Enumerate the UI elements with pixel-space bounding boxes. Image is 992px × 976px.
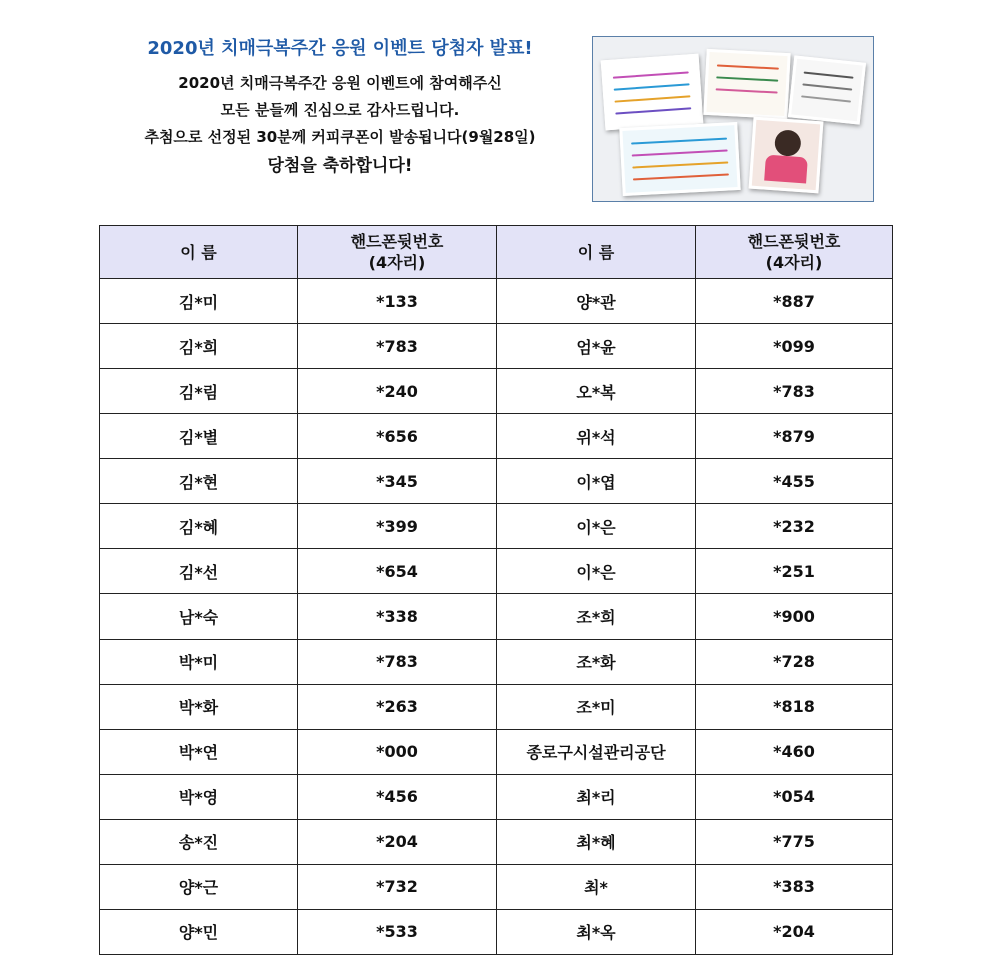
header-phone-2-line1: 핸드폰뒷번호 (747, 232, 841, 251)
phone-digits-cell: *345 (298, 459, 497, 504)
photo-card-2 (703, 49, 790, 119)
winner-name-cell: 양*관 (497, 279, 696, 324)
winner-name-cell: 최*옥 (497, 909, 696, 954)
table-header-row (100, 226, 893, 279)
phone-digits-cell: *240 (298, 369, 497, 414)
phone-digits-cell: *099 (696, 324, 893, 369)
winner-name-cell: 김*현 (100, 459, 298, 504)
table-row (100, 279, 893, 324)
header-phone-2 (696, 226, 893, 279)
winner-name-cell: 송*진 (100, 819, 298, 864)
table-row (100, 594, 893, 639)
phone-digits-cell: *533 (298, 909, 497, 954)
header-name-2: 이 름 (497, 226, 696, 279)
phone-digits-cell: *456 (298, 774, 497, 819)
phone-digits-cell: *054 (696, 774, 893, 819)
phone-digits-cell: *204 (696, 909, 893, 954)
winner-name-cell: 김*림 (100, 369, 298, 414)
table-row (100, 909, 893, 954)
announcement-line-1: 2020년 치매극복주간 응원 이벤트에 참여해주신 (178, 74, 502, 92)
table-row (100, 639, 893, 684)
winner-name-cell: 박*미 (100, 639, 298, 684)
winner-name-cell: 최* (497, 864, 696, 909)
phone-digits-cell: *000 (298, 729, 497, 774)
phone-digits-cell: *263 (298, 684, 497, 729)
winner-name-cell: 조*미 (497, 684, 696, 729)
table-row (100, 684, 893, 729)
phone-digits-cell: *775 (696, 819, 893, 864)
winner-name-cell: 최*혜 (497, 819, 696, 864)
phone-digits-cell: *133 (298, 279, 497, 324)
winner-name-cell: 위*석 (497, 414, 696, 459)
header-phone-2-line2: (4자리) (765, 253, 823, 272)
table-row (100, 414, 893, 459)
phone-digits-cell: *338 (298, 594, 497, 639)
table-row (100, 369, 893, 414)
announcement-title: 2020년 치매극복주간 응원 이벤트 당첨자 발표! (147, 38, 533, 59)
phone-digits-cell: *383 (696, 864, 893, 909)
header-phone-1-line2: (4자리) (368, 253, 426, 272)
winner-name-cell: 양*민 (100, 909, 298, 954)
winner-name-cell: 종로구시설관리공단 (497, 729, 696, 774)
table-row (100, 504, 893, 549)
winner-name-cell: 이*은 (497, 504, 696, 549)
phone-digits-cell: *732 (298, 864, 497, 909)
phone-digits-cell: *879 (696, 414, 893, 459)
photo-card-1 (601, 54, 704, 131)
winner-name-cell: 남*숙 (100, 594, 298, 639)
header-phone-1-line1: 핸드폰뒷번호 (350, 232, 444, 251)
phone-digits-cell: *654 (298, 549, 497, 594)
announcement-line-3: 추첨으로 선정된 30분께 커피쿠폰이 발송됩니다(9월28일) (144, 128, 536, 146)
winner-name-cell: 이*엽 (497, 459, 696, 504)
phone-digits-cell: *460 (696, 729, 893, 774)
phone-digits-cell: *455 (696, 459, 893, 504)
phone-digits-cell: *728 (696, 639, 893, 684)
phone-digits-cell: *900 (696, 594, 893, 639)
phone-digits-cell: *783 (696, 369, 893, 414)
header-name-1: 이 름 (100, 226, 298, 279)
winner-name-cell: 양*근 (100, 864, 298, 909)
phone-digits-cell: *818 (696, 684, 893, 729)
winner-name-cell: 김*혜 (100, 504, 298, 549)
winner-name-cell: 김*희 (100, 324, 298, 369)
announcement-line-4: 당첨을 축하합니다! (267, 156, 413, 176)
table-row (100, 459, 893, 504)
winners-table (99, 225, 893, 955)
winner-name-cell: 조*희 (497, 594, 696, 639)
phone-digits-cell: *656 (298, 414, 497, 459)
phone-digits-cell: *887 (696, 279, 893, 324)
winner-name-cell: 최*리 (497, 774, 696, 819)
winners-table-body (100, 279, 893, 955)
winner-name-cell: 박*연 (100, 729, 298, 774)
photo-card-3 (788, 55, 866, 124)
phone-digits-cell: *204 (298, 819, 497, 864)
table-row (100, 324, 893, 369)
phone-digits-cell: *783 (298, 324, 497, 369)
phone-digits-cell: *251 (696, 549, 893, 594)
winner-name-cell: 이*은 (497, 549, 696, 594)
phone-digits-cell: *783 (298, 639, 497, 684)
announcement-line-2: 모든 분들께 진심으로 감사드립니다. (220, 101, 460, 119)
winner-name-cell: 김*별 (100, 414, 298, 459)
phone-digits-cell: *232 (696, 504, 893, 549)
photo-card-4 (619, 122, 740, 196)
winner-name-cell: 박*화 (100, 684, 298, 729)
header-phone-1 (298, 226, 497, 279)
winner-name-cell: 조*화 (497, 639, 696, 684)
winner-name-cell: 김*선 (100, 549, 298, 594)
winner-name-cell: 김*미 (100, 279, 298, 324)
phone-digits-cell: *399 (298, 504, 497, 549)
winner-name-cell: 오*복 (497, 369, 696, 414)
table-row (100, 729, 893, 774)
table-row (100, 549, 893, 594)
event-photo-collage (592, 36, 874, 202)
photo-card-5 (749, 117, 824, 194)
table-row (100, 774, 893, 819)
table-row (100, 864, 893, 909)
winner-name-cell: 엄*윤 (497, 324, 696, 369)
winner-name-cell: 박*영 (100, 774, 298, 819)
table-row (100, 819, 893, 864)
announcement-header (100, 30, 580, 180)
